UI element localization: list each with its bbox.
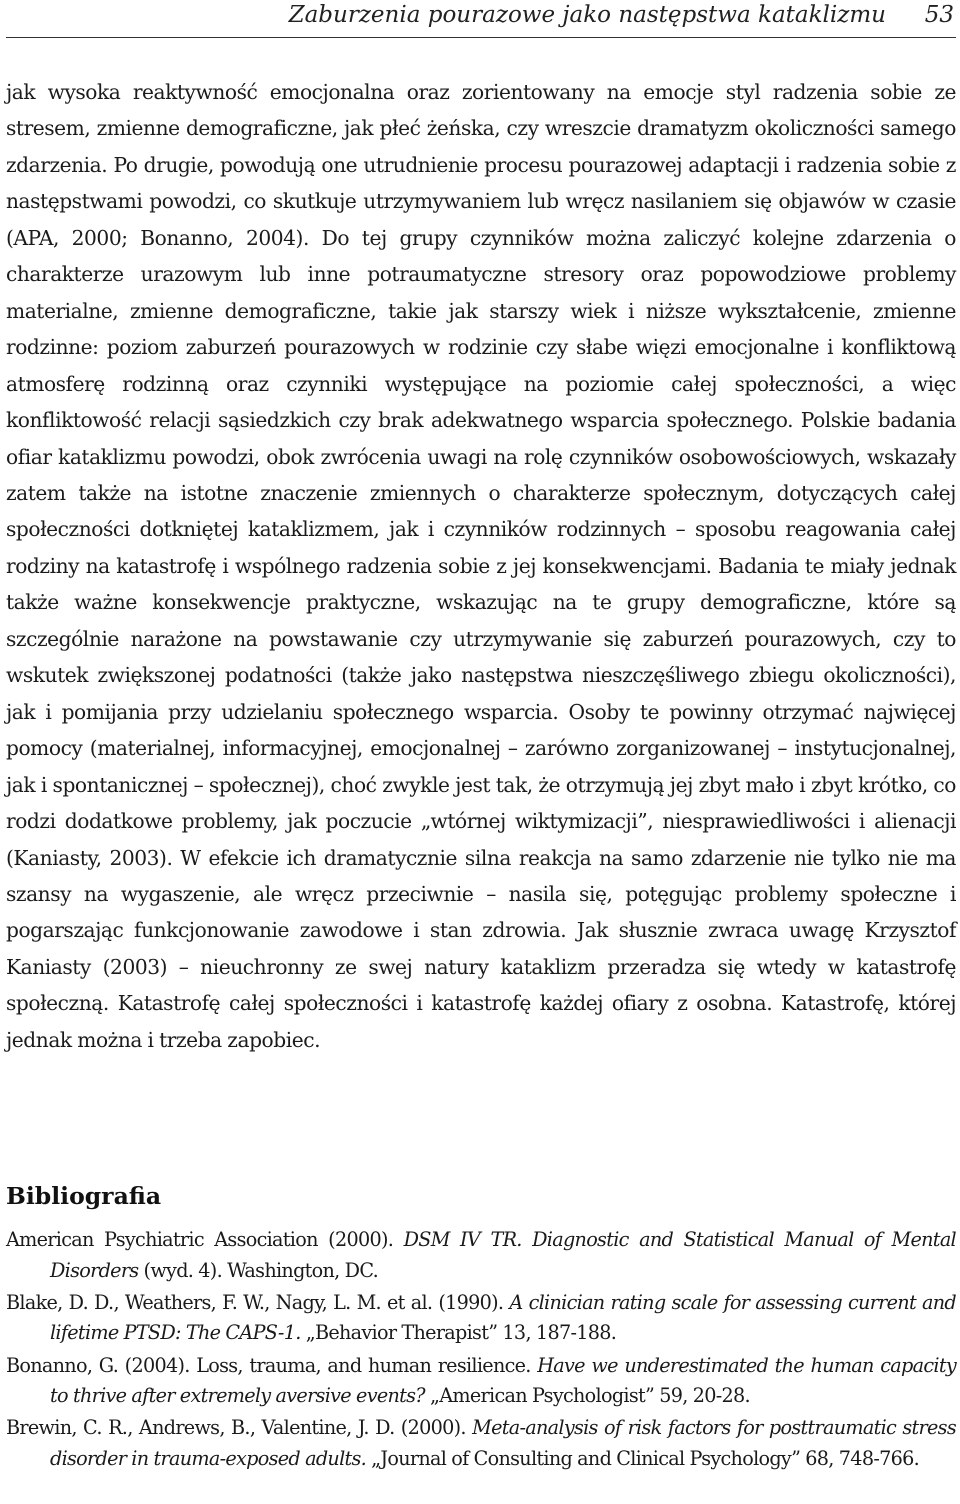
running-header bbox=[0, 0, 960, 34]
bibliography-entry bbox=[6, 1413, 956, 1474]
entry-source: „American Psychologist” 59, 20-28. bbox=[424, 1384, 750, 1408]
entry-source: „Journal of Consulting and Clinical Psychology” 68, 748-766. bbox=[366, 1446, 920, 1470]
body-paragraph: jak wysoka reaktywność emocjonalna oraz zorientowany na emocje styl radzenia sobie ze stresem, zmienne demograficzne, jak płeć żeńska, czy wreszcie dramatyzm okoliczności samego zdarzenia. Po drugie, powodują one utrudnienie procesu pourazowej adaptacji i radzenia sobie z następstwami powodzi, co skutkuje utrzymywaniem lub wręcz nasilaniem się objawów w czasie (APA, 2000; Bonanno, 2004). Do tej grupy czynników można zaliczyć kolejne zdarzenia o charakterze urazowym lub inne potraumatyczne stresory oraz popowodziowe problemy materialne, zmienne demograficzne, takie jak starszy wiek i niższe wykształcenie, zmienne rodzinne: poziom zaburzeń pourazowych w rodzinie czy słabe więzi emocjonalne i konfliktową atmosferę rodzinną oraz czynniki występujące na poziomie całej społeczności, a więc konfliktowość relacji sąsiedzkich czy brak adekwatnego wsparcia społecznego. Polskie badania ofiar kataklizmu powodzi, obok zwrócenia uwagi na rolę czynników osobowościowych, wskazały zatem także na istotne znaczenie zmiennych o charakterze społecznym, dotyczących całej społeczności dotkniętej kataklizmem, jak i czynników rodzinnych – sposobu reagowania całej rodziny na katastrofę i wspólnego radzenia sobie z jej konsekwencjami. Badania te miały jednak także ważne konsekwencje praktyczne, wskazując na te grupy demograficzne, które są szczególnie narażone na powstawanie czy utrzymywanie się zaburzeń pourazowych, czy to wskutek zwiększonej podatności (także jako następstwa nieszczęśliwego zbiegu okoliczności), jak i pomijania przy udzielaniu społecznego wsparcia. Osoby te powinny otrzymać najwięcej pomocy (materialnej, informacyjnej, emocjonalnej – zarówno zorganizowanej – instytucjonalnej, jak i spontanicznej – społecznej), choć zwykle jest tak, że otrzymują jej zbyt mało i zbyt krótko, co rodzi dodatkowe problemy, jak poczucie „wtórnej wiktymizacji”, niesprawiedliwości i alienacji (Kaniasty, 2003). W efekcie ich dramatycznie silna reakcja na samo zdarzenie nie tylko nie ma szansy na wygaszenie, ale wręcz przeciwnie – nasila się, potęgując problemy społeczne i pogarszając funkcjonowanie zawodowe i stan zdrowia. Jak słusznie zwraca uwagę Krzysztof Kaniasty (2003) – nieuchronny ze swej natury kataklizm przeradza się wtedy w katastrofę społeczną. Katastrofę całej społeczności i katastrofę każdej ofiary z osobna. Katastrofę, której jednak można i trzeba zapobiec. bbox=[6, 80, 956, 1052]
entry-source: „Behavior Therapist” 13, 187-188. bbox=[300, 1321, 617, 1345]
bibliography-entry bbox=[6, 1351, 956, 1412]
bibliography-heading: Bibliografia bbox=[6, 1182, 162, 1210]
page-number: 53 bbox=[924, 2, 954, 28]
entry-source: (wyd. 4). Washington, DC. bbox=[138, 1258, 379, 1282]
running-title: Zaburzenia pourazowe jako następstwa kataklizmu bbox=[288, 2, 886, 28]
bibliography-entry bbox=[6, 1225, 956, 1286]
entry-authors: Bonanno, G. (2004). Loss, trauma, and human resilience. bbox=[6, 1353, 538, 1377]
bibliography-list bbox=[6, 1225, 956, 1476]
entry-title: A clinician rating scale for assessing current and lifetime PTSD: The CAPS-1. bbox=[50, 1290, 956, 1345]
header-rule bbox=[6, 37, 956, 38]
entry-authors: Brewin, C. R., Andrews, B., Valentine, J. D. (2000). bbox=[6, 1416, 473, 1440]
bibliography-entry bbox=[6, 1288, 956, 1349]
entry-authors: Blake, D. D., Weathers, F. W., Nagy, L. M. et al. (1990). bbox=[6, 1290, 510, 1314]
entry-authors: American Psychiatric Association (2000). bbox=[6, 1228, 404, 1251]
entry-title: Have we underestimated the human capacity to thrive after extremely aversive events? bbox=[50, 1353, 956, 1408]
entry-title: DSM IV TR. Diagnostic and Statistical Manual of Mental Disorders bbox=[50, 1228, 956, 1282]
entry-title: Meta-analysis of risk factors for posttraumatic stress disorder in trauma-exposed adults. bbox=[50, 1416, 956, 1470]
